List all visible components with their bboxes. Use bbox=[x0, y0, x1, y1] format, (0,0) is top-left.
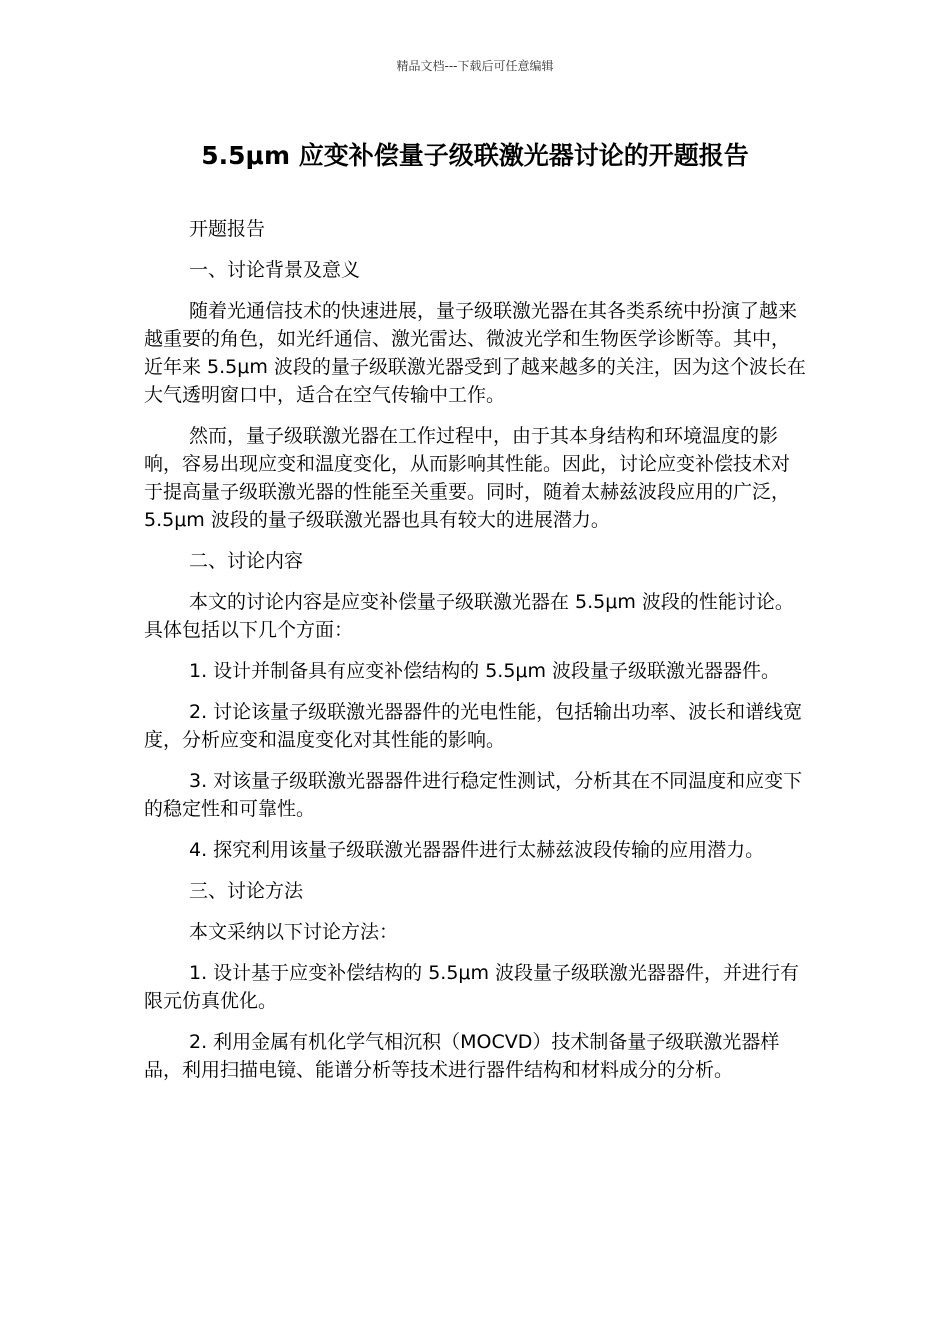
list-item-method-1: 1. 设计基于应变补偿结构的 5.5μm 波段量子级联激光器器件，并进行有限元仿真优化。 bbox=[144, 962, 800, 1012]
header-note: 精品文档---下载后可任意编辑 bbox=[396, 59, 554, 73]
section-heading-method: 三、讨论方法 bbox=[189, 880, 304, 902]
paragraph-background-2: 然而，量子级联激光器在工作过程中，由于其本身结构和环境温度的影响，容易出现应变和温度变化，从而影响其性能。因此，讨论应变补偿技术对于提高量子级联激光器的性能至关重要。同时，随着太赫兹波段应用的广泛，5.5μm 波段的量子级联激光器也具有较大的进展潜力。 bbox=[144, 425, 791, 531]
section-heading-background: 一、讨论背景及意义 bbox=[189, 259, 361, 281]
list-item-content-2: 2. 讨论该量子级联激光器器件的光电性能，包括输出功率、波长和谱线宽度，分析应变和温度变化对其性能的影响。 bbox=[144, 701, 803, 751]
paragraph-method-intro: 本文采纳以下讨论方法： bbox=[189, 921, 399, 943]
document-body bbox=[144, 215, 808, 1097]
section-heading-content: 二、讨论内容 bbox=[189, 550, 304, 572]
list-item-method-2: 2. 利用金属有机化学气相沉积（MOCVD）技术制备量子级联激光器样品，利用扫描电镜、能谱分析等技术进行器件结构和材料成分的分析。 bbox=[144, 1031, 780, 1081]
list-item-content-4: 4. 探究利用该量子级联激光器器件进行太赫兹波段传输的应用潜力。 bbox=[189, 839, 765, 861]
list-item-content-3: 3. 对该量子级联激光器器件进行稳定性测试，分析其在不同温度和应变下的稳定性和可靠性。 bbox=[144, 770, 803, 820]
paragraph-background-1: 随着光通信技术的快速进展，量子级联激光器在其各类系统中扮演了越来越重要的角色，如光纤通信、激光雷达、微波光学和生物医学诊断等。其中，近年来 5.5μm 波段的量子级联激光器受到了越来越多的关注，因为这个波长在大气透明窗口中，适合在空气传输中工作。 bbox=[144, 300, 806, 406]
list-item-content-1: 1. 设计并制备具有应变补偿结构的 5.5μm 波段量子级联激光器器件。 bbox=[189, 660, 781, 682]
paragraph-content-intro: 本文的讨论内容是应变补偿量子级联激光器在 5.5μm 波段的性能讨论。具体包括以下几个方面： bbox=[144, 591, 794, 641]
section-heading-report: 开题报告 bbox=[189, 218, 266, 240]
document-title: 5.5μm 应变补偿量子级联激光器讨论的开题报告 bbox=[201, 141, 749, 170]
